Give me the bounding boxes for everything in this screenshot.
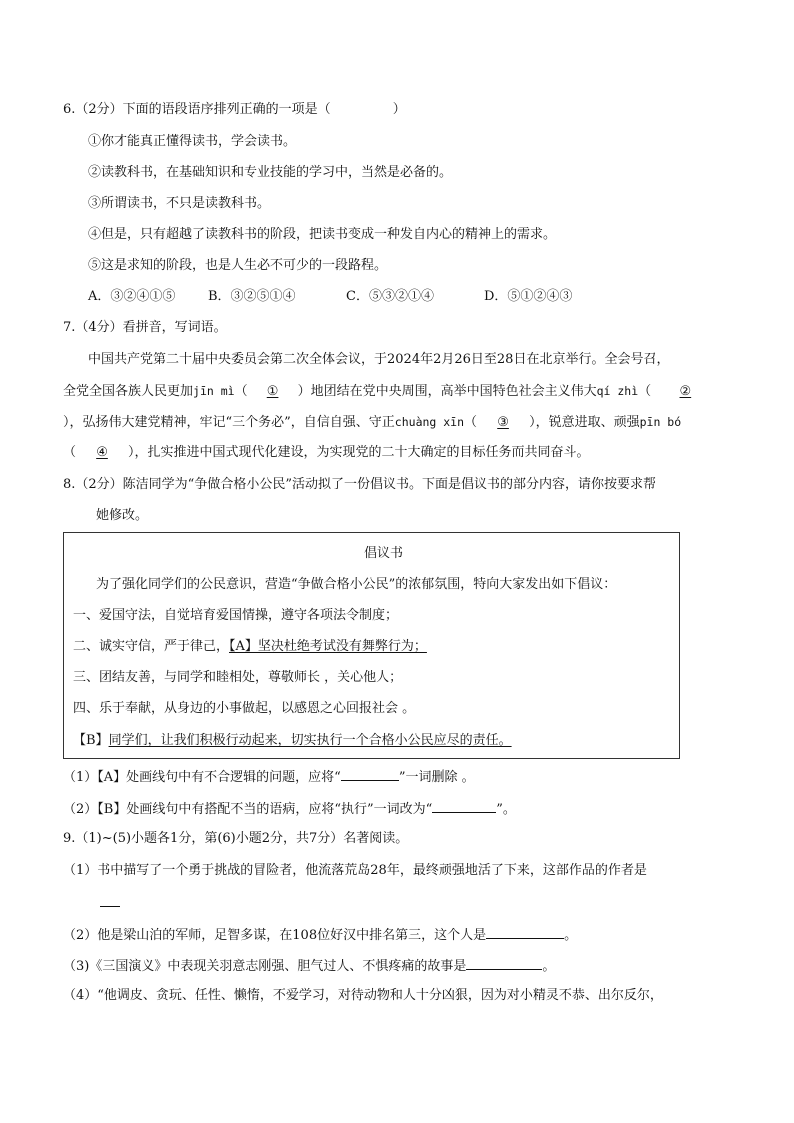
q8-sub-2-text: （2）【B】处画线句中有搭配不当的语病，应将“执行”一词改为“	[63, 802, 433, 817]
q6-option-b[interactable]: B．③②⑤①④	[208, 289, 296, 304]
q9-sub-1-blank-line	[100, 892, 120, 914]
q6-item-2: ②读教科书，在基础知识和专业技能的学习中，当然是必备的。	[88, 165, 453, 180]
q8-sub-2	[63, 798, 516, 820]
q9-sub-2-text: （2）他是梁山泊的军师，足智多谋，在108位好汉中排名第三，这个人是	[63, 928, 487, 943]
q7-stem: 7.（4分）看拼音，写词语。	[63, 320, 227, 335]
q6-stem-close: ）	[392, 102, 406, 117]
q6-option-c[interactable]: C．⑤③②①④	[346, 289, 434, 304]
q6-option-a[interactable]: A．③②④①⑤	[88, 289, 176, 304]
q9-sub-3-end: 。	[542, 959, 556, 974]
q8-sub-2-text-end: ”。	[496, 802, 516, 817]
q9-sub-3	[63, 955, 555, 977]
pinyin-3: chuàng xīn	[394, 415, 465, 429]
underlined-sentence-a: 【A】坚决杜绝考试没有舞弊行为；	[229, 639, 427, 654]
q6-option-d[interactable]: D．⑤①②④③	[484, 289, 573, 304]
q8-sub-1	[63, 766, 475, 788]
q7-text: ），弘扬伟大建党精神，牢记“三个务必”，自信自强、守正	[63, 415, 395, 430]
q9-sub-2-end: 。	[564, 928, 578, 943]
proposal-point-2	[73, 637, 427, 657]
q8-stem-line-1: 8.（2分）陈洁同学为“争做合格小公民”活动拟了一份倡议书。下面是倡议书的部分内容，请你按要求帮	[63, 477, 656, 492]
blank-2[interactable]: ②	[679, 384, 692, 399]
q6-item-5: ⑤这是求知的阶段，也是人生必不可少的一段路程。	[88, 258, 388, 273]
answer-blank-q8-1[interactable]	[341, 766, 399, 781]
q9-sub-4: （4）“他调皮、贪玩、任性、懒惰，不爱学习，对待动物和人十分凶狠，因为对小精灵不恭、出尔反尔，	[63, 988, 663, 1003]
q7-paragraph-line-3: ），弘扬伟大建党精神，牢记“三个务必”，自信自强、守正chuàng xīn（ ③ ），锐意进取、顽强pīn bó	[63, 412, 681, 433]
blank-1[interactable]: ①	[266, 384, 279, 399]
proposal-closing	[73, 731, 512, 751]
blank-3[interactable]: ③	[497, 415, 509, 430]
q8-sub-1-text: （1）【A】处画线句中有不合逻辑的问题，应将“	[63, 770, 341, 785]
answer-blank-q9-3[interactable]	[466, 955, 542, 970]
proposal-point-1: 一、爱国守法，自觉培育爱国情操，遵守各项法令制度；	[73, 608, 399, 623]
proposal-title: 倡议书	[364, 546, 404, 561]
label-b: 【B】	[73, 733, 109, 748]
q6-item-4: ④但是，只有超越了读教科书的阶段，把读书变成一种发自内心的精神上的需求。	[88, 227, 557, 242]
q9-stem: 9.（1)~(5)小题各1分，第(6)小题2分，共7分）名著阅读。	[63, 831, 409, 846]
proposal-point-3: 三、团结友善，与同学和睦相处，尊敬师长 ，关心他人；	[73, 670, 403, 685]
q6-stem	[63, 100, 406, 120]
q6-item-3: ③所谓读书，不只是读教科书。	[88, 196, 271, 211]
answer-blank-q9-2[interactable]	[486, 924, 564, 939]
q7-text: ，锐意进取、顽强	[535, 415, 640, 430]
q8-stem-line-2: 她修改。	[96, 508, 149, 523]
q7-text: 地团结在党中央周围，高举中国特色社会主义伟大	[310, 384, 597, 399]
answer-blank-q9-1[interactable]	[100, 892, 120, 907]
blank-4[interactable]: ④	[96, 445, 108, 460]
pinyin-4: pīn bó	[639, 415, 682, 429]
q7-text: 全党全国各族人民更加	[63, 384, 194, 399]
answer-blank-q8-2[interactable]	[432, 798, 496, 813]
q9-sub-2	[63, 924, 577, 946]
q9-sub-1: （1）书中描写了一个勇于挑战的冒险者，他流落荒岛28年，最终顽强地活了下来，这部作品的作者是	[63, 863, 647, 878]
underlined-sentence-b: 同学们，让我们积极行动起来，切实执行一个合格小公民应尽的责任。	[108, 733, 512, 748]
pinyin-2: qí zhì	[596, 384, 639, 398]
q6-stem-text: 6.（2分）下面的语段语序排列正确的一项是（	[63, 102, 331, 117]
q9-sub-3-text: （3)《三国演义》中表现关羽意志刚强、胆气过人、不惧疼痛的故事是	[63, 959, 467, 974]
q7-paragraph-line-1: 中国共产党第二十届中央委员会第二次全体会议，于2024年2月26日至28日在北京举行。全会号召，	[88, 352, 670, 367]
q6-item-1: ①你才能真正懂得读书，学会读书。	[88, 134, 297, 149]
q7-text: ，扎实推进中国式现代化建设，为实现党的二十大确定的目标任务而共同奋斗。	[134, 445, 590, 460]
q7-paragraph-line-4: （ ④ ），扎实推进中国式现代化建设，为实现党的二十大确定的目标任务而共同奋斗。	[63, 443, 590, 463]
q7-paragraph-line-2: 全党全国各族人民更加jīn mì（ ① ）地团结在党中央周围，高举中国特色社会主义伟大qí zhì（ ②	[63, 381, 691, 402]
proposal-text: 二、诚实守信，严于律己，	[73, 639, 230, 654]
proposal-intro: 为了强化同学们的公民意识，营造“争做合格小公民”的浓郁氛围，特向大家发出如下倡议：	[96, 577, 617, 592]
proposal-point-4: 四、乐于奉献，从身边的小事做起，以感恩之心回报社会 。	[73, 701, 416, 716]
q8-sub-1-text-end: ”一词删除 。	[398, 770, 475, 785]
pinyin-1: jīn mì	[193, 384, 235, 398]
